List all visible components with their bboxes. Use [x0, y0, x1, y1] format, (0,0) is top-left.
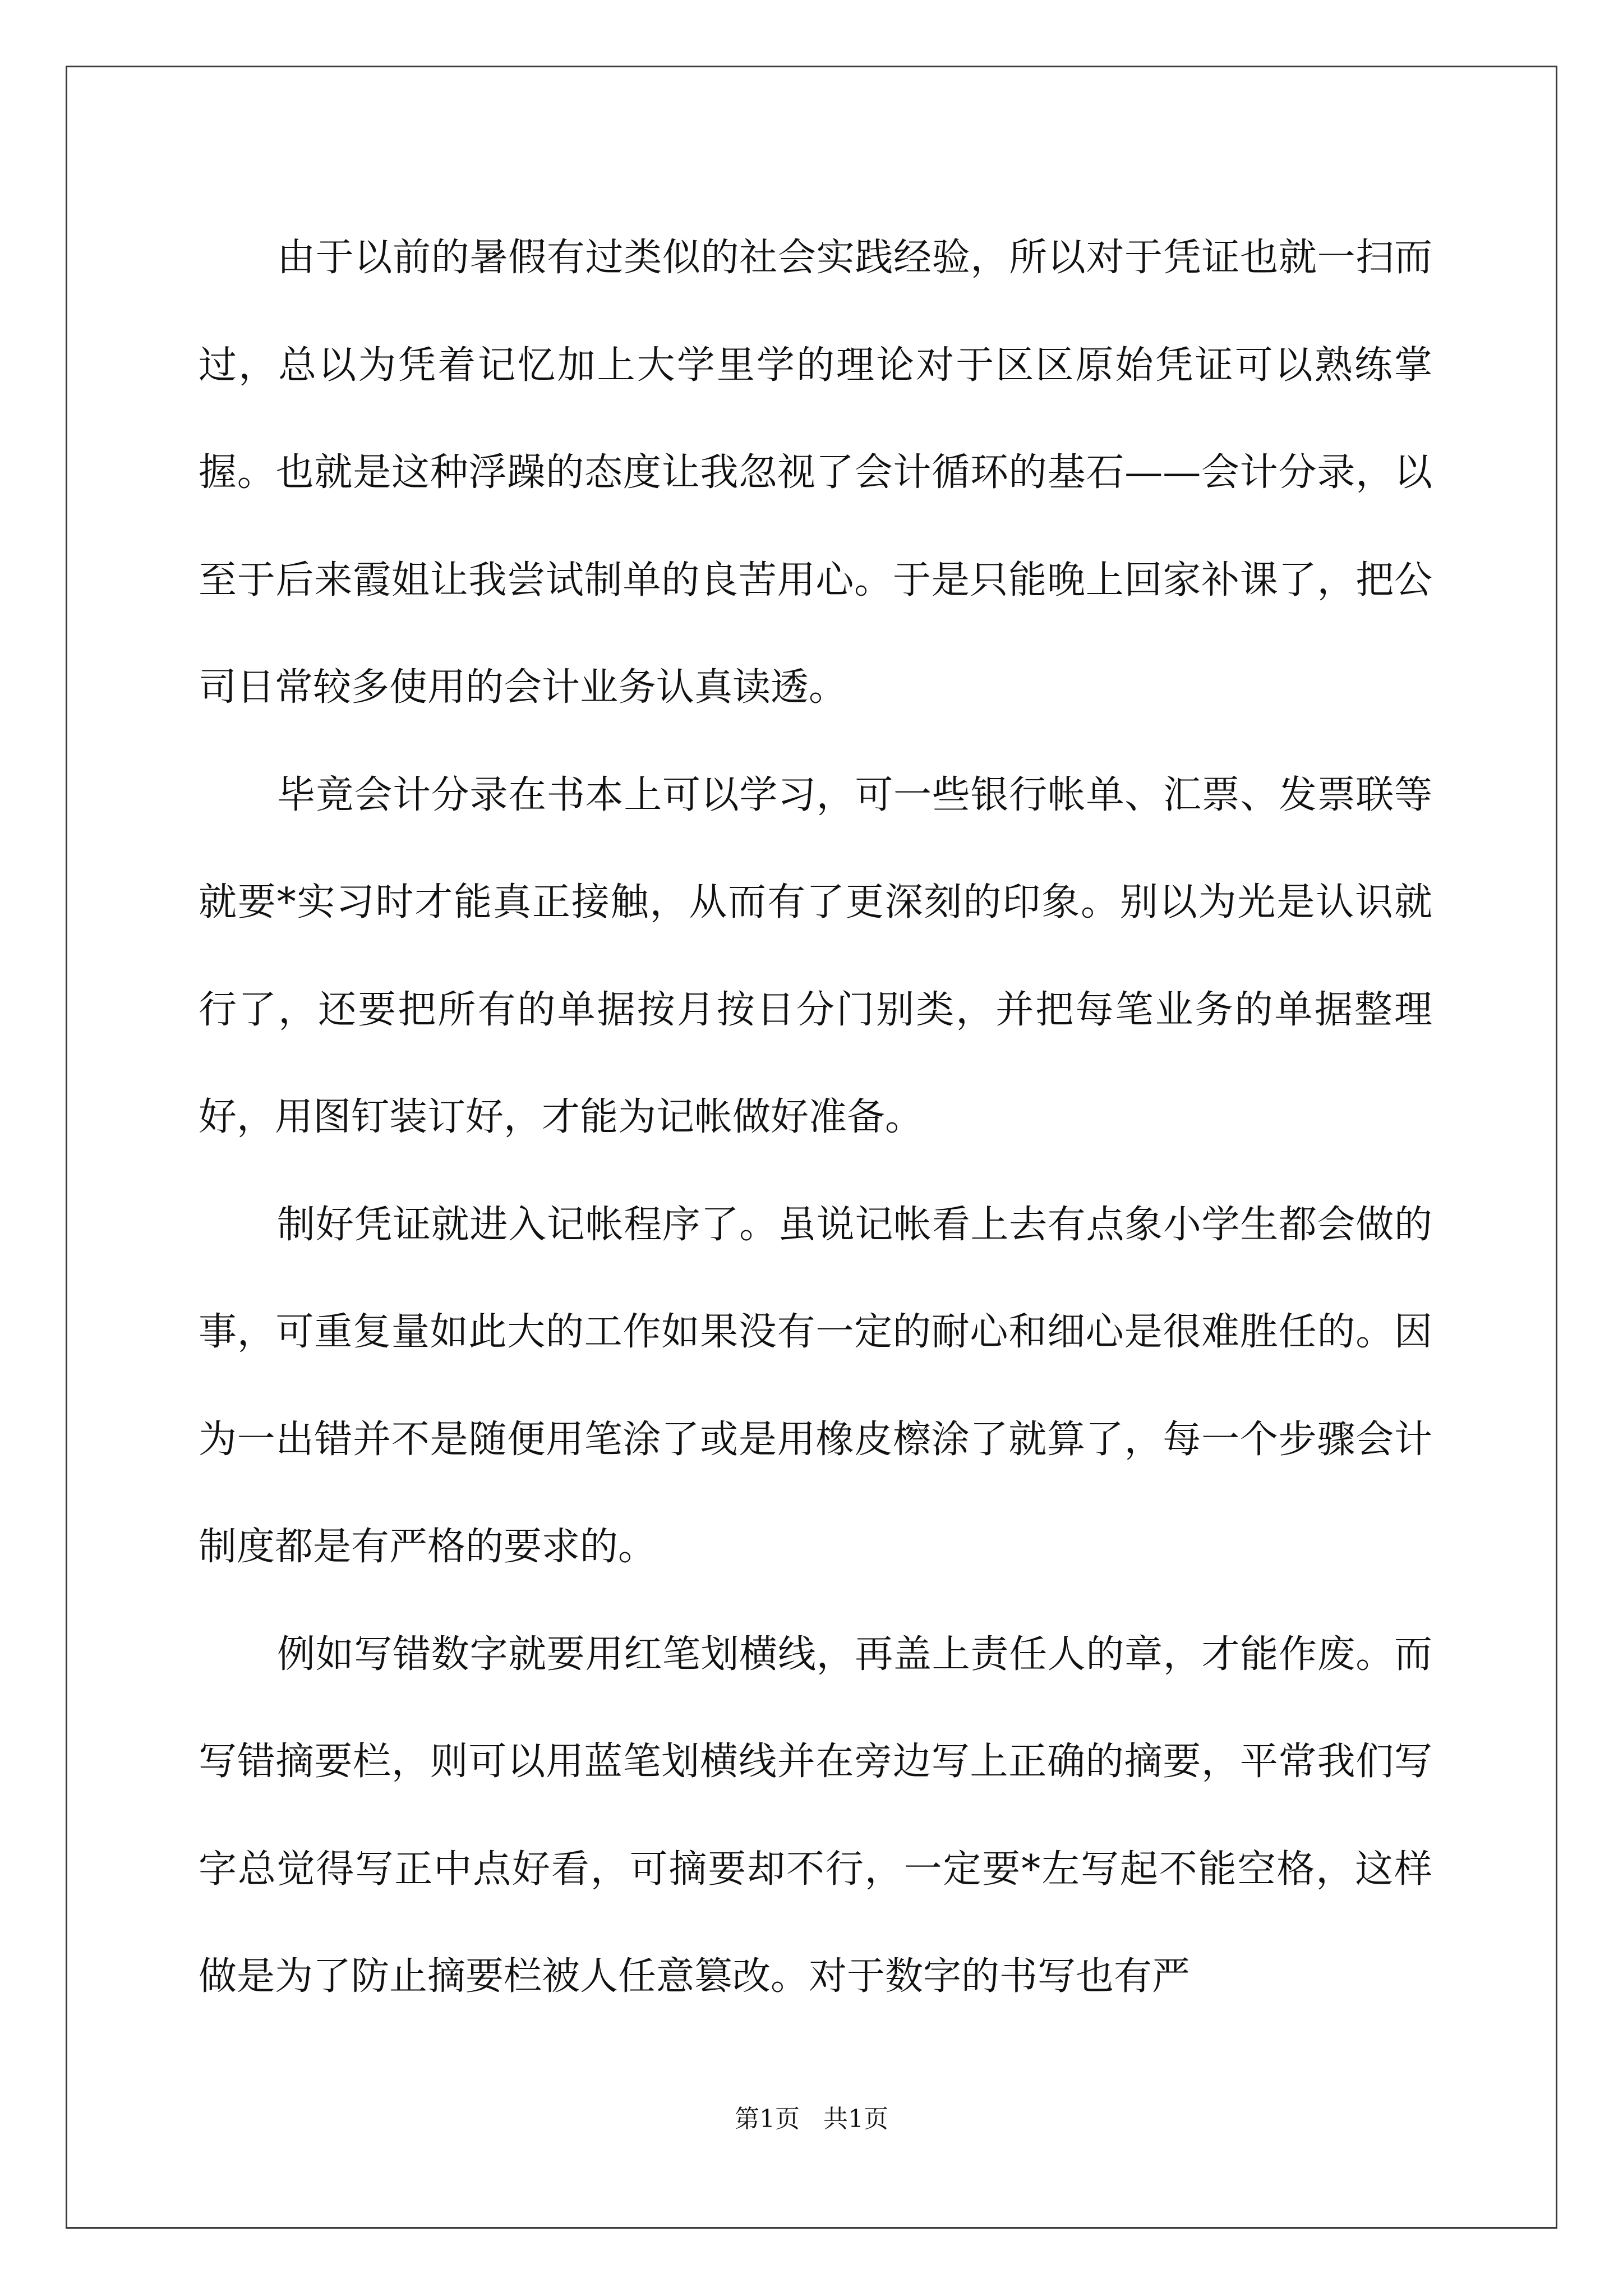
page-number-footer: 第1页 共1页 [735, 2105, 888, 2133]
paragraph-4: 例如写错数字就要用红笔划横线，再盖上责任人的章，才能作废。而写错摘要栏，则可以用蓝笔划横线并在旁边写上正确的摘要，平常我们写字总觉得写正中点好看，可摘要却不行，一定要*左写起不能空格，这样做是为了防止摘要栏被人任意篡改。对于数字的书写也有严 [199, 1632, 1432, 1999]
paragraph-1: 由于以前的暑假有过类似的社会实践经验，所以对于凭证也就一扫而过，总以为凭着记忆加上大学里学的理论对于区区原始凭证可以熟练掌握。也就是这种浮躁的态度让我忽视了会计循环的基石——会计分录，以至于后来霞姐让我尝试制单的良苦用心。于是只能晚上回家补课了，把公司日常较多使用的会计业务认真读透。 [199, 236, 1432, 710]
document-body [199, 204, 1432, 2031]
paragraph-3: 制好凭证就进入记帐程序了。虽说记帐看上去有点象小学生都会做的事，可重复量如此大的工作如果没有一定的耐心和细心是很难胜任的。因为一出错并不是随便用笔涂了或是用橡皮檫涂了就算了，每一个步骤会计制度都是有严格的要求的。 [199, 1202, 1432, 1569]
paragraph-2: 毕竟会计分录在书本上可以学习，可一些银行帐单、汇票、发票联等就要*实习时才能真正接触，从而有了更深刻的印象。别以为光是认识就行了，还要把所有的单据按月按日分门别类，并把每笔业务的单据整理好，用图钉装订好，才能为记帐做好准备。 [199, 772, 1432, 1139]
